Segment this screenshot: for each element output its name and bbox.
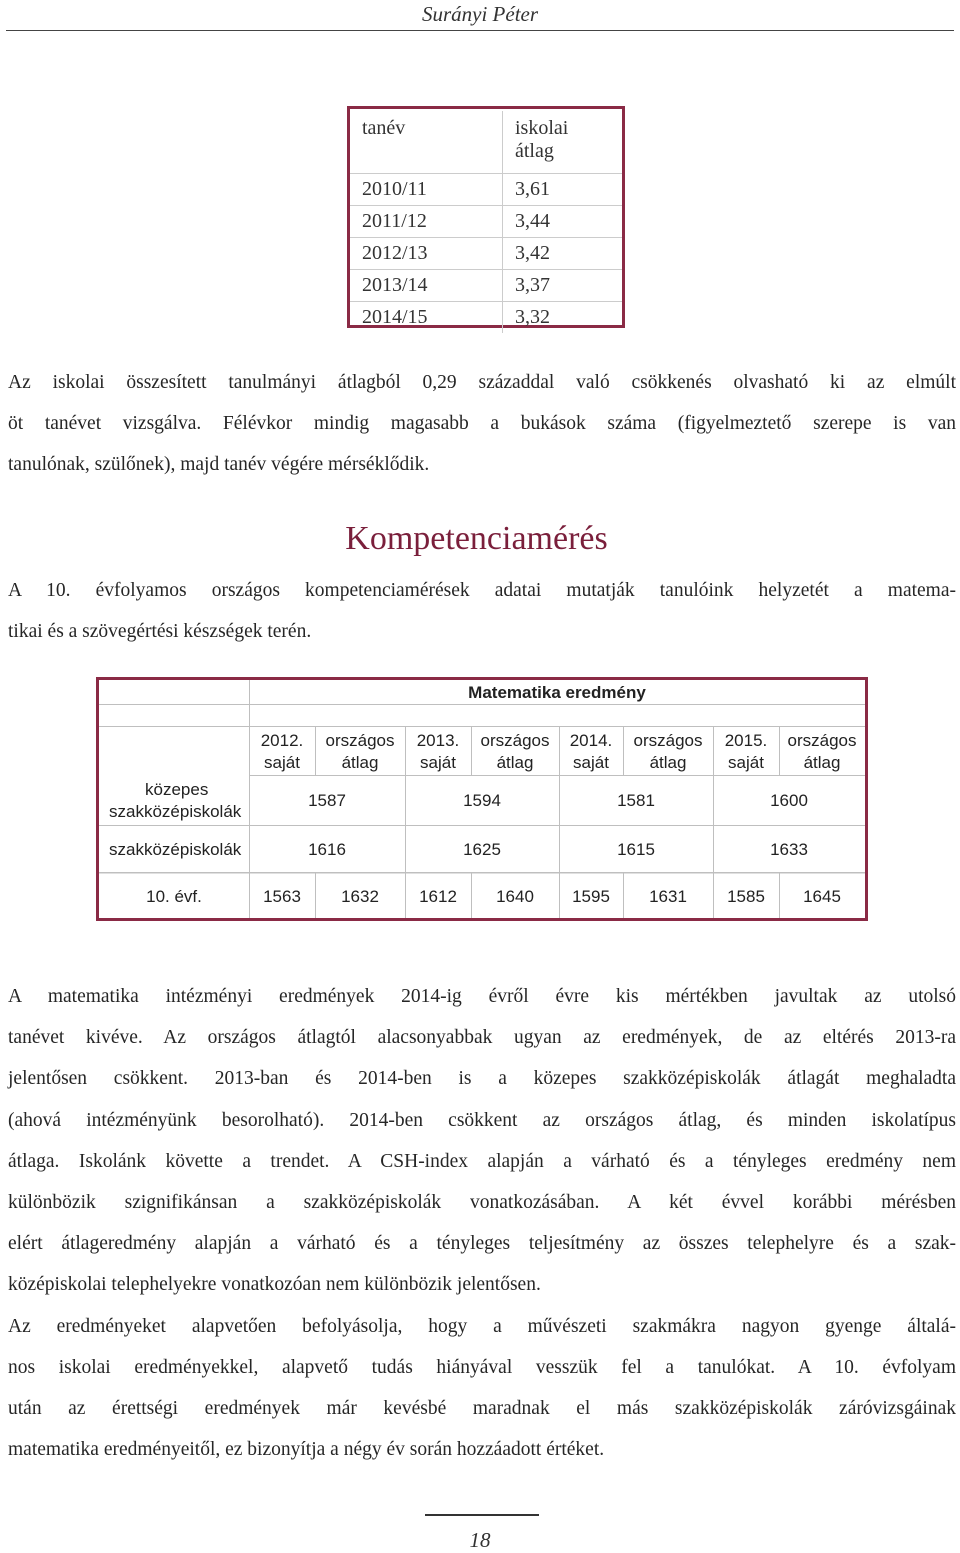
math-results-table: [96, 677, 868, 921]
col-header: [559, 730, 623, 774]
average-cell: 3,32: [503, 302, 623, 334]
value-cell: 1625: [463, 840, 501, 859]
table-row: [350, 302, 622, 334]
value-cell: 1595: [572, 887, 610, 906]
year-cell: 2013/14: [350, 270, 503, 302]
average-cell: 3,37: [503, 270, 623, 302]
col-header-line: 2014.: [569, 731, 613, 750]
text-line: átlaga. Iskolánk követte a trendet. A CSH-index alapján a várható és a tényleges eredmény nem: [8, 1150, 956, 1172]
text-line: A matematika intézményi eredmények 2014-ig évről évre kis mértékben javultak az utolsó: [8, 986, 956, 1007]
col-header-line: saját: [573, 753, 609, 772]
grid-line: [99, 873, 865, 874]
col-header-line: 2013.: [416, 731, 460, 750]
col-header-line: 2012.: [260, 731, 304, 750]
text-line: tanévet kivéve. Az országos átlagtól alacsonyabbak ugyan az eredmények, de az eltérés 2013-ra: [8, 1027, 956, 1049]
value-cell: 1632: [341, 887, 379, 906]
header-average-line1: iskolai: [515, 117, 569, 139]
table-header-row: [350, 111, 622, 174]
grid-line: [99, 825, 865, 826]
year-cell: 2012/13: [350, 238, 503, 270]
value-cell: 1645: [803, 887, 841, 906]
value-cell: 1563: [263, 887, 301, 906]
running-head: [0, 0, 960, 30]
header-rule: [6, 30, 954, 31]
section-title: [0, 520, 960, 558]
row-label-line: szakközépiskolák: [109, 802, 242, 821]
average-cell: 3,42: [503, 238, 623, 270]
header-average: [503, 111, 623, 174]
col-header: [405, 730, 471, 774]
text-line: Az eredményeket alapvetően befolyásolja, hogy a művészeti szakmákra nagyon gyenge általá-: [8, 1315, 956, 1337]
paragraph-intro: [8, 570, 956, 652]
col-header: [315, 730, 405, 774]
value-cell: 1594: [463, 791, 501, 810]
text-line: öt tanévet vizsgálva. Félévkor mindig magasabb a bukások száma (figyelmeztető szerepe is van: [8, 413, 956, 435]
text-line: matematika eredményeitől, ez bizonyítja a négy év során hozzáadott értéket.: [8, 1439, 605, 1461]
footer-rule: [425, 1514, 539, 1516]
table-row: [350, 174, 622, 206]
text-line: tikai és a szövegértési készségek terén.: [8, 621, 312, 643]
grid-line: [249, 775, 865, 776]
text-line: Az iskolai összesített tanulmányi átlagból 0,29 századdal való csökkenés olvasható ki az elmúlt: [8, 372, 956, 393]
col-header-line: országos: [633, 731, 703, 750]
col-header-line: saját: [728, 753, 764, 772]
value-cell: 1587: [308, 791, 346, 810]
row-label: [109, 779, 241, 823]
col-header-line: saját: [264, 753, 300, 772]
value-cell: 1600: [770, 791, 808, 810]
col-header-line: átlag: [496, 753, 534, 772]
header-year: tanév: [350, 111, 503, 174]
year-cell: 2014/15: [350, 302, 503, 334]
value-cell: 1612: [419, 887, 457, 906]
row-label: 10. évf.: [146, 887, 202, 906]
grid-line: [99, 704, 865, 705]
col-header-line: országos: [480, 731, 550, 750]
col-header-line: országos: [325, 731, 395, 750]
col-header-line: saját: [420, 753, 456, 772]
col-header-line: országos: [787, 731, 857, 750]
text-line: jelentősen csökkent. 2013-ban és 2014-ben is a közepes szakközépiskolák átlagát meghaladta: [8, 1068, 956, 1090]
text-line: elért átlageredmény alapján a várható és a tényleges teljesítmény az összes telephelyre és a szak-: [8, 1233, 956, 1255]
table-row: [350, 206, 622, 238]
value-cell: 1640: [496, 887, 534, 906]
col-header: [713, 730, 779, 774]
col-header: [249, 730, 315, 774]
value-cell: 1615: [617, 840, 655, 859]
paragraph-analysis: [8, 976, 956, 1470]
text-line: tanulónak, szülőnek), majd tanév végére mérséklődik.: [8, 454, 430, 476]
page-number: 18: [469, 1528, 491, 1552]
value-cell: 1585: [727, 887, 765, 906]
year-cell: 2011/12: [350, 206, 503, 238]
col-header: [779, 730, 865, 774]
header-average-line2: átlag: [515, 140, 554, 162]
col-header-line: átlag: [341, 753, 379, 772]
table-row: [350, 238, 622, 270]
text-line: után az érettségi eredmények már kevésbé maradnak el más szakközépiskolák záróvizsgáinak: [8, 1398, 956, 1420]
table-row: [350, 270, 622, 302]
table-title: Matematika eredmény: [468, 683, 646, 702]
value-cell: 1633: [770, 840, 808, 859]
row-label: szakközépiskolák: [109, 840, 242, 859]
average-cell: 3,61: [503, 174, 623, 206]
average-cell: 3,44: [503, 206, 623, 238]
col-header: [471, 730, 559, 774]
col-header-line: átlag: [803, 753, 841, 772]
col-header: [623, 730, 713, 774]
value-cell: 1581: [617, 791, 655, 810]
col-header-line: 2015.: [724, 731, 768, 750]
col-header-line: átlag: [649, 753, 687, 772]
text-line: nos iskolai eredményekkel, alapvető tudás hiányával vesszük fel a tanulókat. A 10. évfolyam: [8, 1356, 956, 1378]
text-line: különbözik szignifikánsan a szakközépiskolák vonatkozásában. A két évvel korábbi mérésben: [8, 1192, 956, 1214]
section-title-text: Kompetenciamérés: [345, 520, 608, 557]
year-cell: 2010/11: [350, 174, 503, 206]
author-name: Surányi Péter: [421, 2, 539, 26]
grid-line: [99, 726, 865, 727]
paragraph-gpa: [8, 362, 956, 486]
value-cell: 1631: [649, 887, 687, 906]
text-line: A 10. évfolyamos országos kompetenciamérések adatai mutatják tanulóink helyzetét a matema-: [8, 580, 956, 601]
text-line: (ahová intézményünk besorolható). 2014-ben csökkent az országos átlag, és minden iskolatípus: [8, 1109, 956, 1131]
school-average-table: [347, 106, 625, 328]
text-line: középiskolai telephelyekre vonatkozóan nem különbözik jelentősen.: [8, 1274, 541, 1296]
value-cell: 1616: [308, 840, 346, 859]
row-label-line: közepes: [145, 780, 209, 799]
